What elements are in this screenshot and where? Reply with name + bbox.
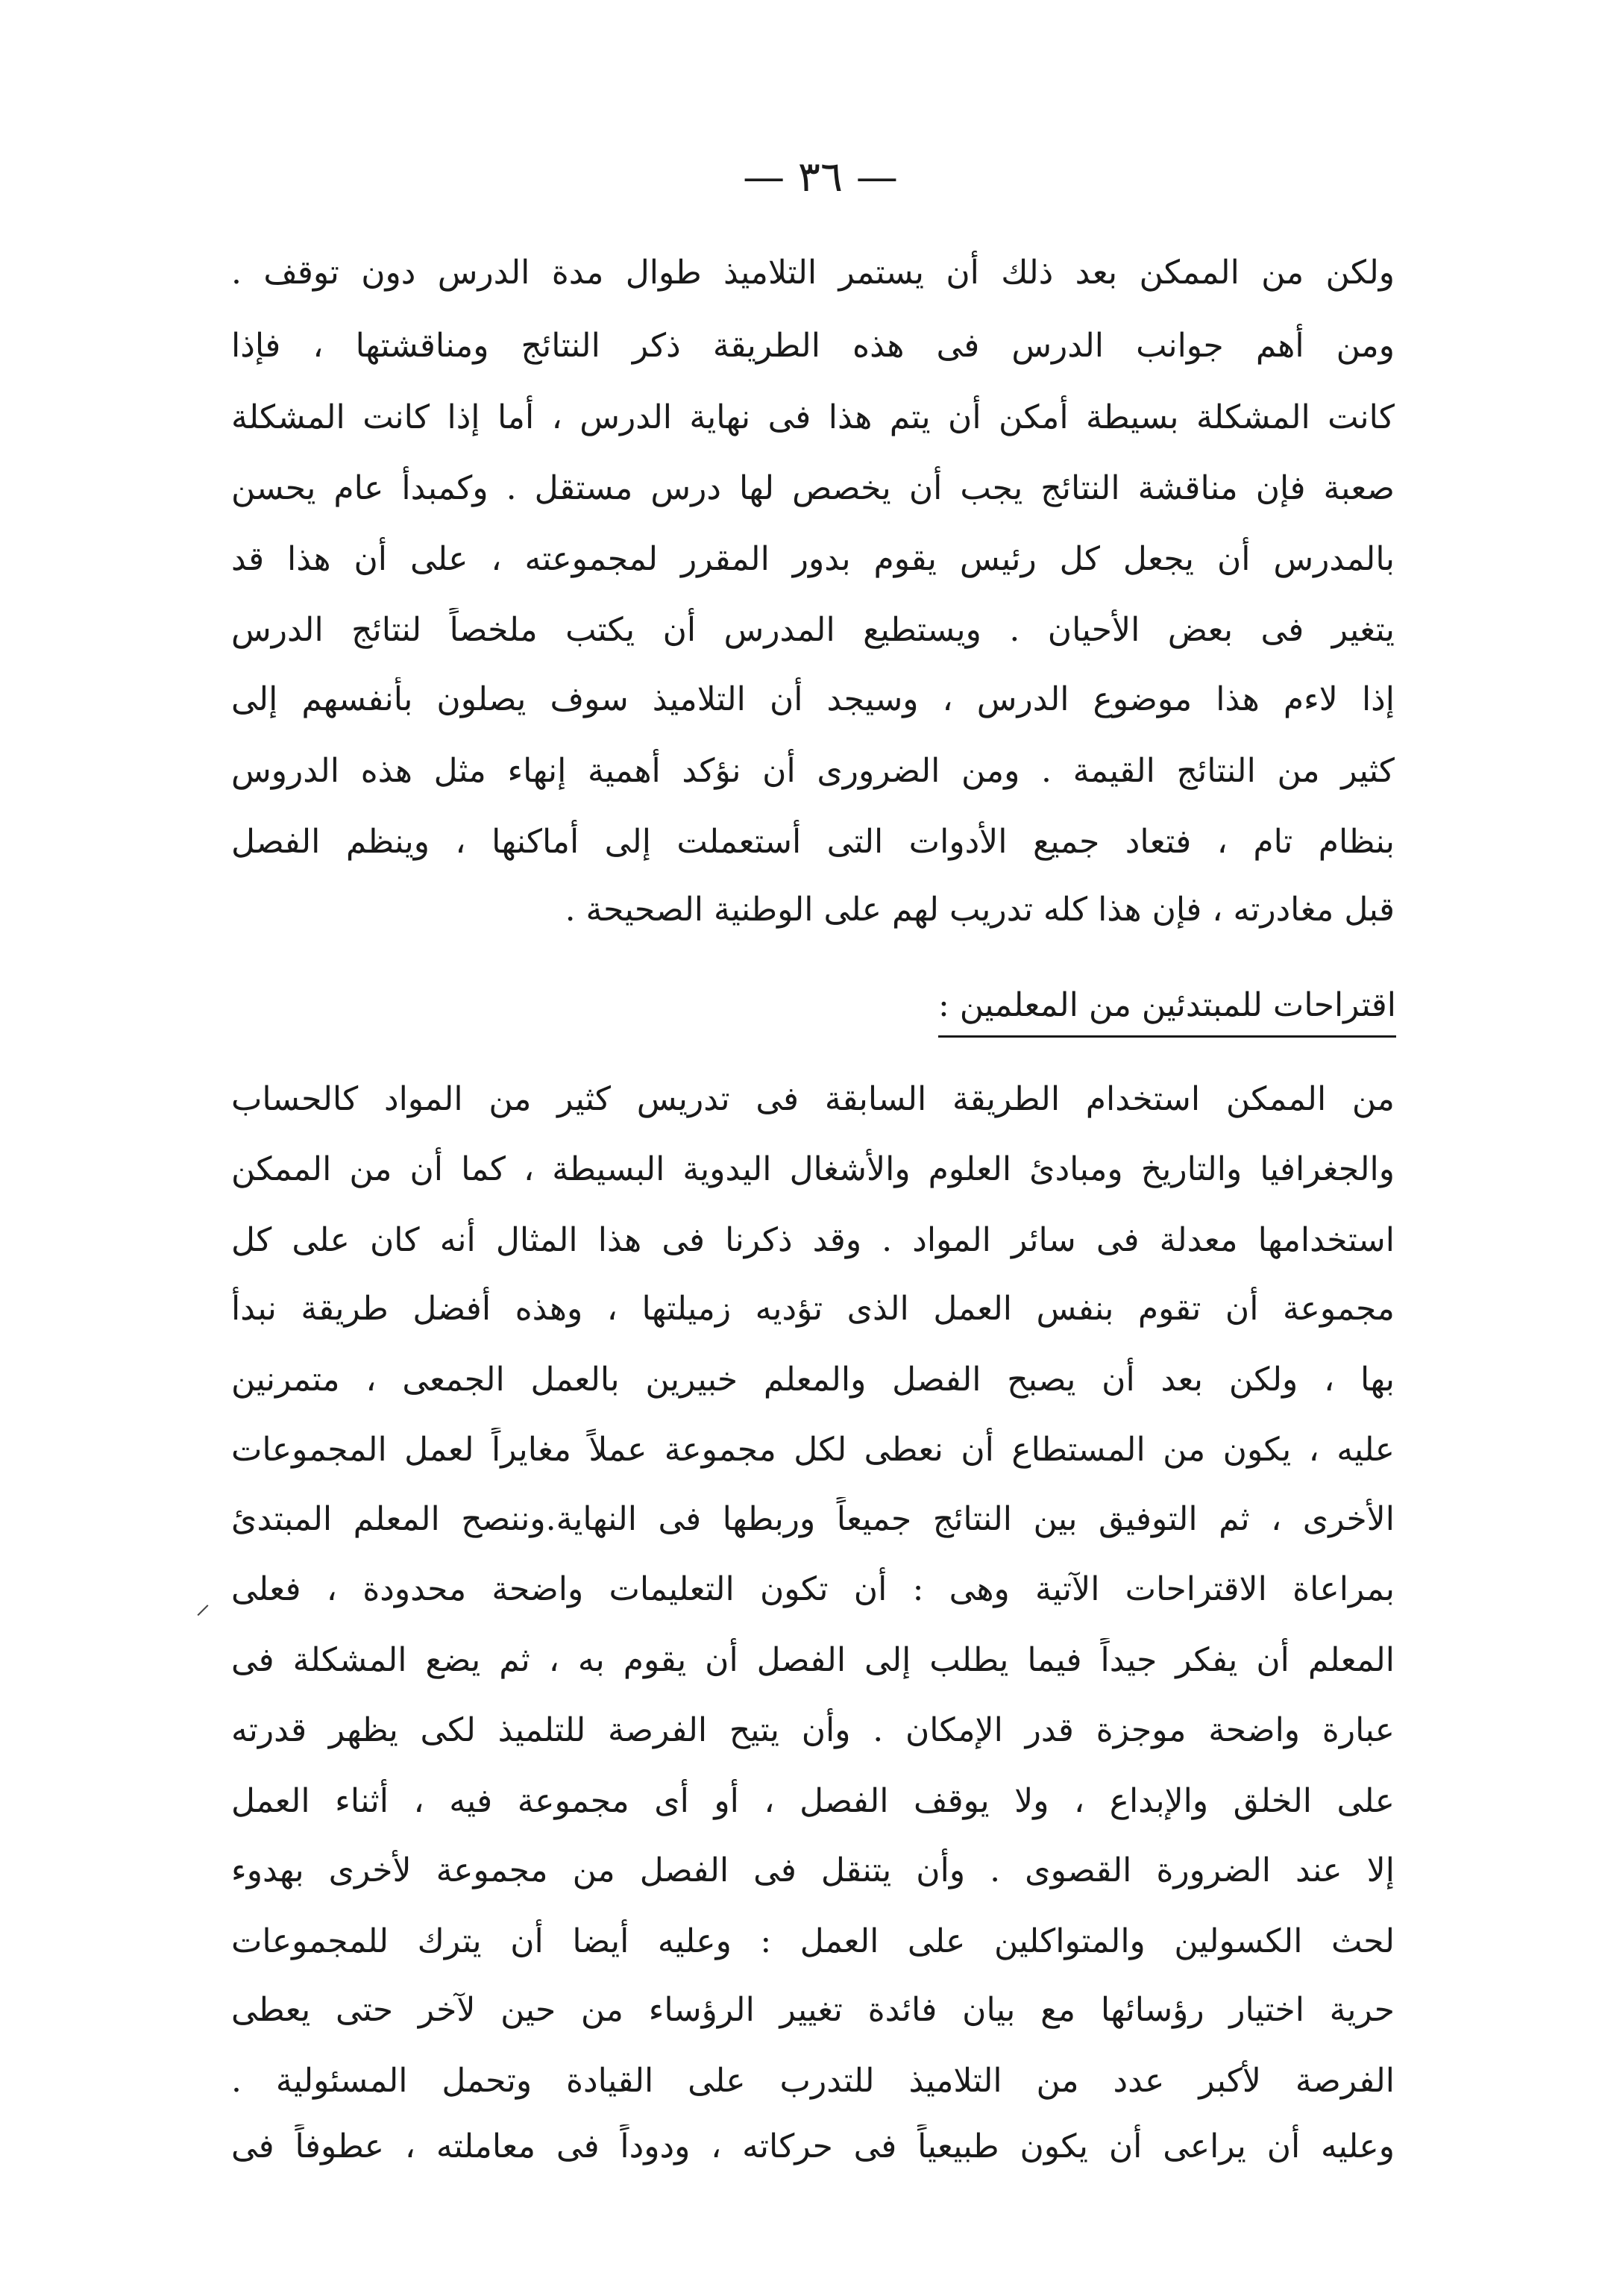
paragraph-2-line: إذا لاءم هذا موضوع الدرس ، وسيجد أن التلاميذ سوف يصلون بأنفسهم إلى xyxy=(231,680,1395,718)
paragraph-3-line: والجغرافيا والتاريخ ومبادئ العلوم والأشغال اليدوية البسيطة ، كما أن من الممكن xyxy=(231,1150,1395,1188)
paragraph-2-line: يتغير فى بعض الأحيان . ويستطيع المدرس أن يكتب ملخصاً لنتائج الدرس xyxy=(231,611,1395,649)
paragraph-3-line: الفرصة لأكبر عدد من التلاميذ للتدرب على القيادة وتحمل المسئولية . xyxy=(231,2062,1395,2100)
paragraph-3-line: المعلم أن يفكر جيداً فيما يطلب إلى الفصل أن يقوم به ، ثم يضع المشكلة فى xyxy=(231,1641,1395,1679)
paragraph-3-line: من الممكن استخدام الطريقة السابقة فى تدريس كثير من المواد كالحساب xyxy=(231,1080,1395,1118)
paragraph-2-line: صعبة فإن مناقشة النتائج يجب أن يخصص لها درس مستقل . وكمبدأ عام يحسن xyxy=(231,469,1395,507)
paragraph-3-line: على الخلق والإبداع ، ولا يوقف الفصل ، أو أى مجموعة فيه ، أثناء العمل xyxy=(231,1782,1395,1820)
paragraph-3-line: عبارة واضحة موجزة قدر الإمكان . وأن يتيح الفرصة للتلميذ لكى يظهر قدرته xyxy=(231,1711,1395,1749)
paragraph-2-line: بنظام تام ، فتعاد جميع الأدوات التى أستعملت إلى أماكنها ، وينظم الفصل xyxy=(231,823,1395,861)
paragraph-3-line: حرية اختيار رؤسائها مع بيان فائدة تغيير الرؤساء من حين لآخر حتى يعطى xyxy=(231,1991,1395,2029)
paragraph-3-line: إلا عند الضرورة القصوى . وأن يتنقل فى الفصل من مجموعة لأخرى بهدوء xyxy=(231,1851,1395,1889)
margin-mark: ⸝ xyxy=(195,1587,210,1621)
section-heading: اقتراحات للمبتدئين من المعلمين : xyxy=(938,983,1396,1038)
paragraph-3-line: لحث الكسولين والمتواكلين على العمل : وعليه أيضا أن يترك للمجموعات xyxy=(231,1922,1395,1960)
paragraph-3-line: الأخرى ، ثم التوفيق بين النتائج جميعاً وربطها فى النهاية.وننصح المعلم المبتدئ xyxy=(231,1500,1395,1538)
paragraph-3-line: وعليه أن يراعى أن يكون طبيعياً فى حركاته ، ودوداً فى معاملته ، عطوفاً فى xyxy=(231,2127,1395,2165)
paragraph-2-line: كثير من النتائج القيمة . ومن الضرورى أن نؤكد أهمية إنهاء مثل هذه الدروس xyxy=(231,752,1395,790)
paragraph-3-line: استخدامها معدلة فى سائر المواد . وقد ذكرنا فى هذا المثال أنه كان على كل xyxy=(231,1221,1395,1259)
paragraph-2-line: ومن أهم جوانب الدرس فى هذه الطريقة ذكر النتائج ومناقشتها ، فإذا xyxy=(231,327,1395,365)
paragraph-2-line: قبل مغادرته ، فإن هذا كله تدريب لهم على الوطنية الصحيحة . xyxy=(565,891,1395,929)
paragraph-2-line: بالمدرس أن يجعل كل رئيس يقوم بدور المقرر لمجموعته ، على أن هذا قد xyxy=(231,540,1395,578)
paragraph-2-line: كانت المشكلة بسيطة أمكن أن يتم هذا فى نهاية الدرس ، أما إذا كانت المشكلة xyxy=(231,398,1395,436)
paragraph-3-line: مجموعة أن تقوم بنفس العمل الذى تؤديه زميلتها ، وهذه أفضل طريقة نبدأ xyxy=(231,1290,1395,1328)
paragraph-3-line: بها ، ولكن بعد أن يصبح الفصل والمعلم خبيرين بالعمل الجمعى ، متمرنين xyxy=(231,1361,1395,1399)
page-number: — ٣٦ — xyxy=(743,153,898,201)
paragraph-3-line: عليه ، يكون من المستطاع أن نعطى لكل مجموعة عملاً مغايراً لعمل المجموعات xyxy=(231,1431,1395,1469)
paragraph-3-line: بمراعاة الاقتراحات الآتية وهى : أن تكون التعليمات واضحة محدودة ، فعلى xyxy=(231,1570,1395,1608)
paragraph-1-line: ولكن من الممكن بعد ذلك أن يستمر التلاميذ طوال مدة الدرس دون توقف . xyxy=(231,254,1395,292)
